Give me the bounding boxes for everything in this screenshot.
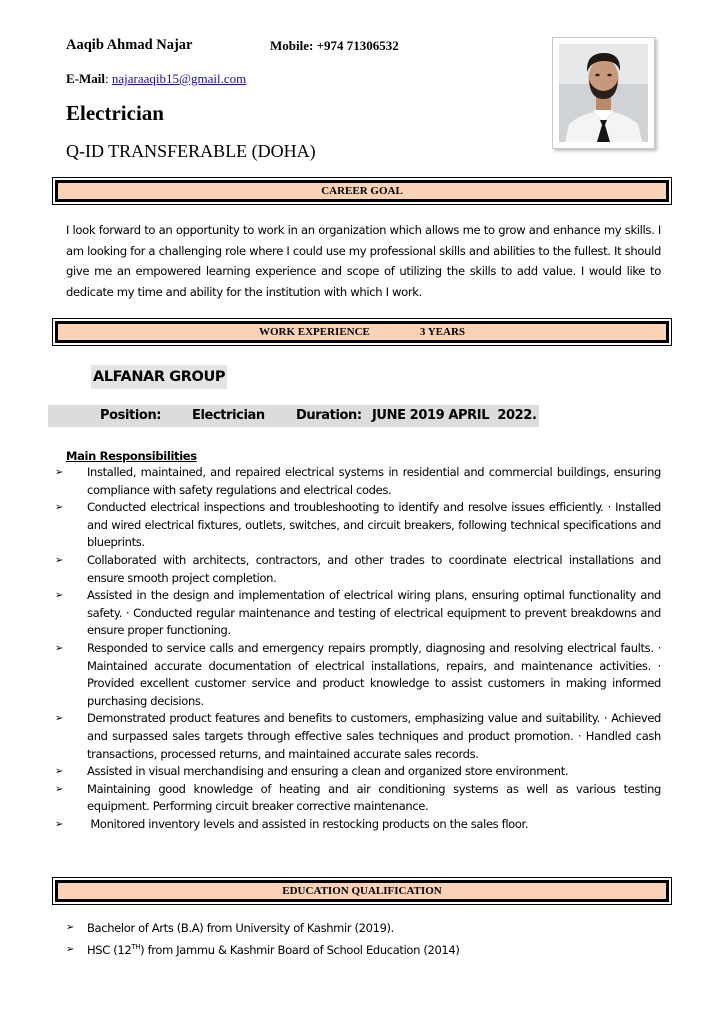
work-experience-years: 3 YEARS: [419, 326, 466, 338]
arrow-bullet-icon: ➢: [55, 502, 64, 514]
company-name: ALFANAR GROUP: [91, 365, 227, 389]
arrow-bullet-icon: ➢: [55, 554, 64, 566]
email-row: E-Mail: najaraaqib15@gmail.com: [66, 71, 247, 86]
career-goal-text: I look forward to an opportunity to work in an organization which allows me to grow and enhance my skills. I am looking for a challenging role where I could use my professional skills and abilities to the fullest. It should give me an empowered learning experience and scope of utilizing the skills to add value. I would like to dedicate my time and ability for the institution with which I work.: [66, 223, 661, 300]
position-value: Electrician: [192, 408, 265, 423]
education-title: EDUCATION QUALIFICATION: [55, 880, 669, 902]
education-list: [66, 917, 460, 961]
arrow-bullet-icon: ➢: [55, 467, 64, 478]
job-title: Electrician: [66, 101, 164, 125]
list-item: ➢ Assisted in the design and implementation of electrical wiring plans, ensuring optimal functionality and safety. · Conducted regular maintenance and testing of electrical equipment to prevent breakdowns and ensure proper functioning.: [55, 588, 661, 638]
email-link[interactable]: najaraaqib15@gmail.com: [111, 71, 247, 86]
arrow-bullet-icon: ➢: [55, 713, 64, 725]
duration-value: JUNE 2019 APRIL 2022.: [372, 408, 537, 423]
arrow-bullet-icon: ➢: [55, 590, 64, 602]
responsibilities-list: [55, 464, 661, 833]
email-label: E-Mail: [66, 71, 105, 86]
arrow-bullet-icon: ➢: [66, 944, 75, 955]
responsibilities-heading: Main Responsibilities: [66, 449, 197, 463]
qid-status: Q-ID TRANSFERABLE (DOHA): [66, 141, 316, 161]
arrow-bullet-icon: ➢: [55, 766, 64, 778]
list-item: ➢ Installed, maintained, and repaired electrical systems in residential and commercial buildings, ensuring compliance with safety regulations and electrical codes.: [55, 465, 661, 497]
list-item: ➢ HSC (12TH) from Jammu & Kashmir Board of School Education (2014): [66, 939, 460, 961]
position-label: Position:: [100, 408, 162, 423]
portrait-image: [559, 44, 648, 142]
list-item: ➢ Assisted in visual merchandising and ensuring a clean and organized store environment.: [55, 763, 661, 781]
list-item: ➢ Collaborated with architects, contractors, and other trades to coordinate electrical installations and ensure smooth project completion.: [55, 552, 661, 585]
arrow-bullet-icon: ➢: [55, 783, 64, 795]
candidate-name: Aaqib Ahmad Najar: [66, 37, 193, 53]
mobile-number: Mobile: +974 71306532: [270, 38, 399, 53]
arrow-bullet-icon: ➢: [66, 922, 75, 933]
list-item: ➢ Demonstrated product features and benefits to customers, emphasizing value and suitability. · Achieved and surpassed sales targets through effective sales techniques and product promotion. · Handled cash transactions, processed returns, and maintained accurate sales records.: [55, 711, 661, 761]
profile-photo: [552, 37, 655, 149]
list-item: ➢ Maintaining good knowledge of heating and air conditioning systems as well as various testing equipment. Performing circuit breaker corrective maintenance.: [55, 781, 661, 814]
position-bar: [48, 405, 539, 427]
career-goal-title: CAREER GOAL: [55, 180, 669, 202]
work-experience-header: [52, 318, 672, 346]
duration-label: Duration:: [296, 408, 362, 423]
list-item: ➢ Bachelor of Arts (B.A) from University of Kashmir (2019).: [66, 917, 460, 939]
arrow-bullet-icon: ➢: [55, 818, 64, 830]
list-item: ➢ Conducted electrical inspections and troubleshooting to identify and resolve issues efficiently. · Installed and wired electrical fixtures, outlets, switches, and circuit breakers, following technical specifications and blueprints.: [55, 500, 661, 550]
arrow-bullet-icon: ➢: [55, 642, 64, 654]
career-goal-header: [52, 177, 672, 205]
list-item: ➢ Monitored inventory levels and assisted in restocking products on the sales floor.: [55, 816, 661, 834]
work-experience-title: WORK EXPERIENCE: [258, 326, 370, 338]
list-item: ➢ Responded to service calls and emergency repairs promptly, diagnosing and resolving electrical faults. · Maintained accurate documentation of electrical installations, repairs, and maintenance activities. · Provided excellent customer service and product knowledge to assist customers in making informed purchasing decisions.: [55, 640, 661, 708]
education-header: [52, 877, 672, 905]
